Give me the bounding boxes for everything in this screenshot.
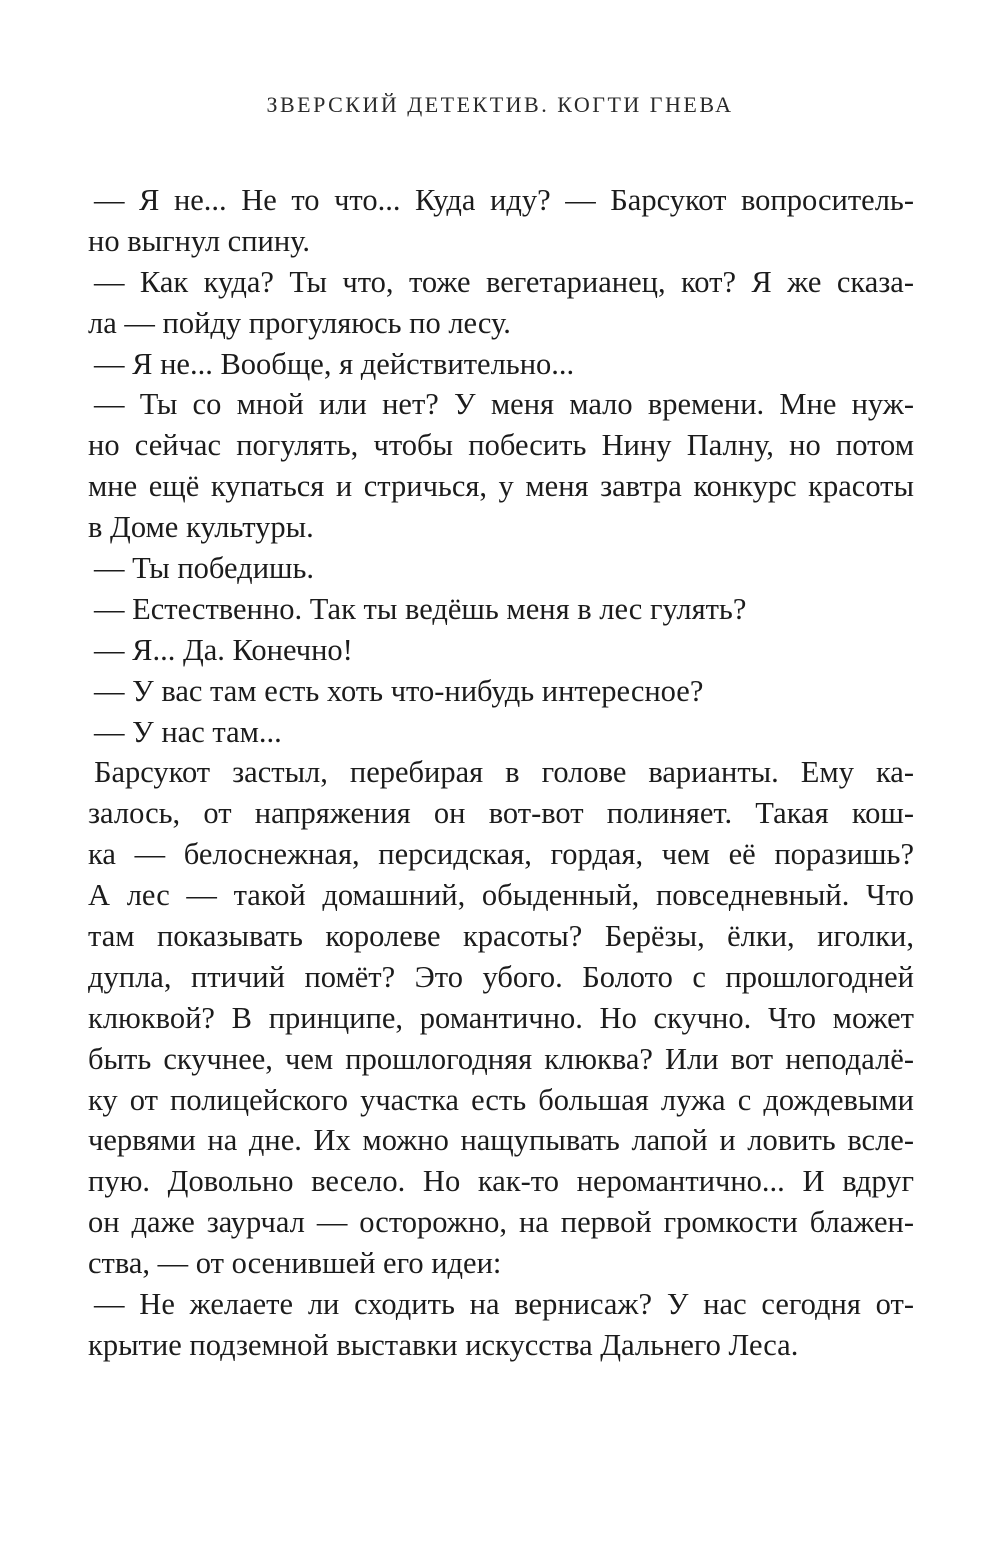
text-line: — Ты победишь.	[94, 551, 315, 586]
text-line: ства, — от осенившей его идеи:	[88, 1246, 502, 1281]
text-line: — Я не... Вообще, я действительно...	[94, 346, 575, 381]
text-line: быть скучнее, чем прошлогодняя клюква? Или вот неподалё-	[88, 1041, 914, 1076]
text-line: ка — белоснежная, персидская, гордая, чем её поразишь?	[88, 837, 914, 872]
text-line: в Доме культуры.	[88, 510, 314, 545]
text-line: А лес — такой домашний, обыденный, повседневный. Что	[88, 878, 914, 913]
text-line: — Как куда? Ты что, тоже вегетарианец, кот? Я же сказа-	[94, 264, 914, 299]
body-text	[88, 180, 914, 1366]
text-line: ла — пойду прогуляюсь по лесу.	[88, 305, 511, 340]
text-line: там показывать королеве красоты? Берёзы, ёлки, иголки,	[88, 919, 914, 954]
text-line: крытие подземной выставки искусства Дальнего Леса.	[88, 1327, 799, 1362]
text-line: но выгнул спину.	[88, 223, 311, 258]
text-line: но сейчас погулять, чтобы побесить Нину Палну, но потом	[88, 428, 914, 463]
text-line: Барсукот застыл, перебирая в голове варианты. Ему ка-	[94, 755, 914, 790]
text-line: клюквой? В принципе, романтично. Но скучно. Что может	[88, 1000, 914, 1035]
text-line: пую. Довольно весело. Но как-то неромантично... И вдруг	[88, 1164, 914, 1199]
text-line: — Не желаете ли сходить на вернисаж? У нас сегодня от-	[94, 1287, 914, 1322]
text-line: — У нас там...	[94, 714, 282, 749]
text-line: — Ты со мной или нет? У меня мало времени. Мне нуж-	[94, 387, 914, 422]
text-line: мне ещё купаться и стричься, у меня завтра конкурс красоты	[88, 469, 914, 504]
text-line: дупла, птичий помёт? Это убого. Болото с прошлогодней	[88, 959, 914, 994]
text-line: червями на дне. Их можно нащупывать лапой и ловить всле-	[88, 1123, 914, 1158]
text-line: залось, от напряжения он вот-вот полиняет. Такая кош-	[88, 796, 914, 831]
text-line: он даже заурчал — осторожно, на первой громкости блажен-	[88, 1205, 914, 1240]
text-line: — Я... Да. Конечно!	[94, 632, 353, 667]
running-head: ЗВЕРСКИЙ ДЕТЕКТИВ. КОГТИ ГНЕВА	[266, 92, 734, 117]
text-line: ку от полицейского участка есть большая лужа с дождевыми	[88, 1082, 914, 1117]
text-line: — Естественно. Так ты ведёшь меня в лес гулять?	[94, 591, 747, 626]
text-line: — У вас там есть хоть что-нибудь интересное?	[94, 673, 704, 708]
text-line: — Я не... Не то что... Куда иду? — Барсукот вопроситель-	[94, 183, 914, 217]
